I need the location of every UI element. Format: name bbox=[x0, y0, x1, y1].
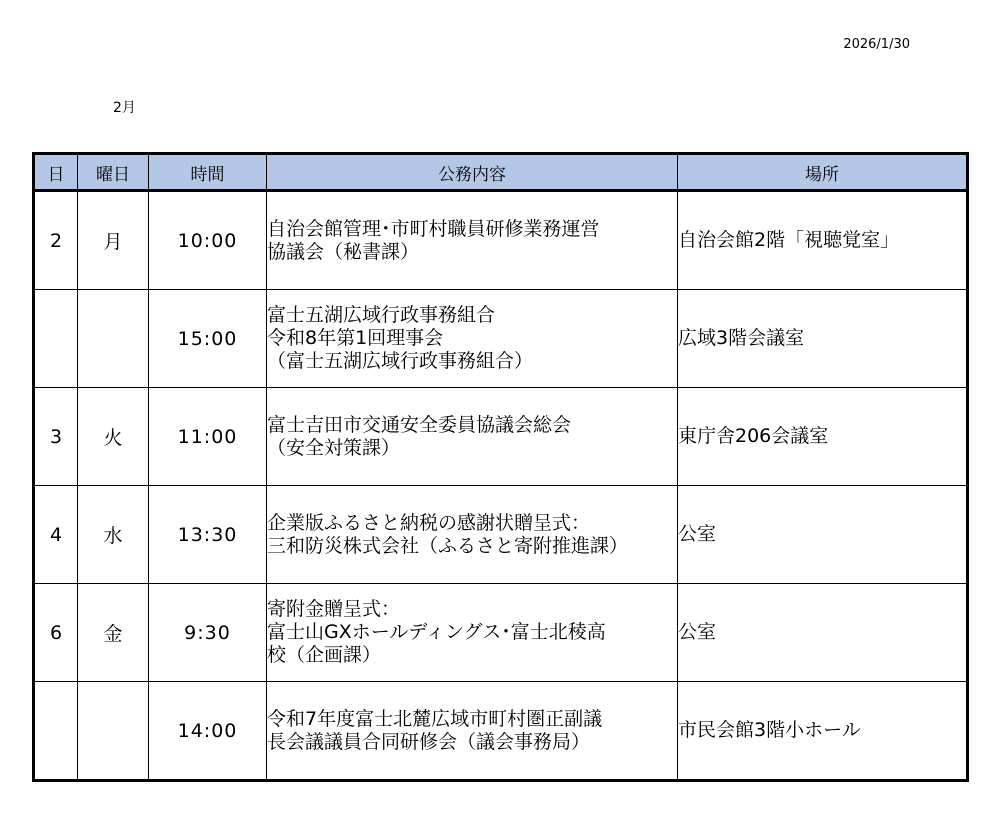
content-line: 令和7年度富士北麓広域市町村圏正副議 bbox=[267, 707, 603, 730]
cell-time: 15:00 bbox=[149, 290, 267, 388]
cell-time: 11:00 bbox=[149, 388, 267, 486]
header-time: 時間 bbox=[149, 154, 267, 191]
content-line: 三和防災株式会社（ふるさと寄附推進課） bbox=[267, 534, 629, 557]
cell-place: 東庁舎206会議室 bbox=[678, 388, 968, 486]
cell-day bbox=[34, 290, 78, 388]
content-line: 協議会（秘書課） bbox=[267, 240, 420, 263]
content-line: 長会議議員合同研修会（議会事務局） bbox=[267, 730, 591, 753]
cell-time: 14:00 bbox=[149, 682, 267, 781]
header-day: 日 bbox=[34, 154, 78, 191]
content-line: 富士吉田市交通安全委員協議会総会 bbox=[267, 413, 572, 436]
cell-time: 9:30 bbox=[149, 584, 267, 682]
content-line: 富士山GXホールディングス･富士北稜高 bbox=[267, 621, 606, 643]
table-row bbox=[34, 191, 968, 290]
content-line: 富士五湖広域行政事務組合 bbox=[267, 304, 496, 326]
cell-place: 自治会館2階「視聴覚室」 bbox=[678, 191, 968, 290]
cell-content bbox=[267, 191, 678, 290]
cell-place: 公室 bbox=[678, 486, 968, 584]
cell-weekday: 水 bbox=[78, 486, 149, 584]
header-weekday: 曜日 bbox=[78, 154, 149, 191]
cell-content bbox=[267, 486, 678, 584]
header-content: 公務内容 bbox=[267, 154, 678, 191]
content-line: （安全対策課） bbox=[267, 436, 401, 459]
cell-content bbox=[267, 290, 678, 388]
cell-weekday: 火 bbox=[78, 388, 149, 486]
cell-content bbox=[267, 388, 678, 486]
cell-content bbox=[267, 584, 678, 682]
content-line: 自治会館管理･市町村職員研修業務運営 bbox=[267, 217, 600, 240]
cell-place: 広域3階会議室 bbox=[678, 290, 968, 388]
cell-time: 10:00 bbox=[149, 191, 267, 290]
cell-time: 13:30 bbox=[149, 486, 267, 584]
header-place: 場所 bbox=[678, 154, 968, 191]
table-row bbox=[34, 388, 968, 486]
content-line: 令和8年第1回理事会 bbox=[267, 327, 444, 349]
schedule-table bbox=[32, 152, 969, 782]
month-label: 2月 bbox=[113, 100, 136, 116]
content-line: （富士五湖広域行政事務組合） bbox=[267, 350, 534, 372]
cell-day: 4 bbox=[34, 486, 78, 584]
content-line: 校（企画課） bbox=[267, 644, 382, 666]
cell-weekday: 金 bbox=[78, 584, 149, 682]
cell-weekday bbox=[78, 682, 149, 781]
document-date: 2026/1/30 bbox=[843, 37, 910, 52]
cell-weekday: 月 bbox=[78, 191, 149, 290]
header-row bbox=[34, 154, 968, 191]
content-line: 寄附金贈呈式： bbox=[267, 598, 401, 620]
table-row bbox=[34, 682, 968, 781]
content-line: 企業版ふるさと納税の感謝状贈呈式： bbox=[267, 511, 591, 534]
cell-weekday bbox=[78, 290, 149, 388]
table-row bbox=[34, 486, 968, 584]
cell-day: 2 bbox=[34, 191, 78, 290]
table-row bbox=[34, 584, 968, 682]
cell-content bbox=[267, 682, 678, 781]
table-row bbox=[34, 290, 968, 388]
cell-place: 市民会館3階小ホール bbox=[678, 682, 968, 781]
cell-day: 3 bbox=[34, 388, 78, 486]
cell-day bbox=[34, 682, 78, 781]
cell-day: 6 bbox=[34, 584, 78, 682]
cell-place: 公室 bbox=[678, 584, 968, 682]
